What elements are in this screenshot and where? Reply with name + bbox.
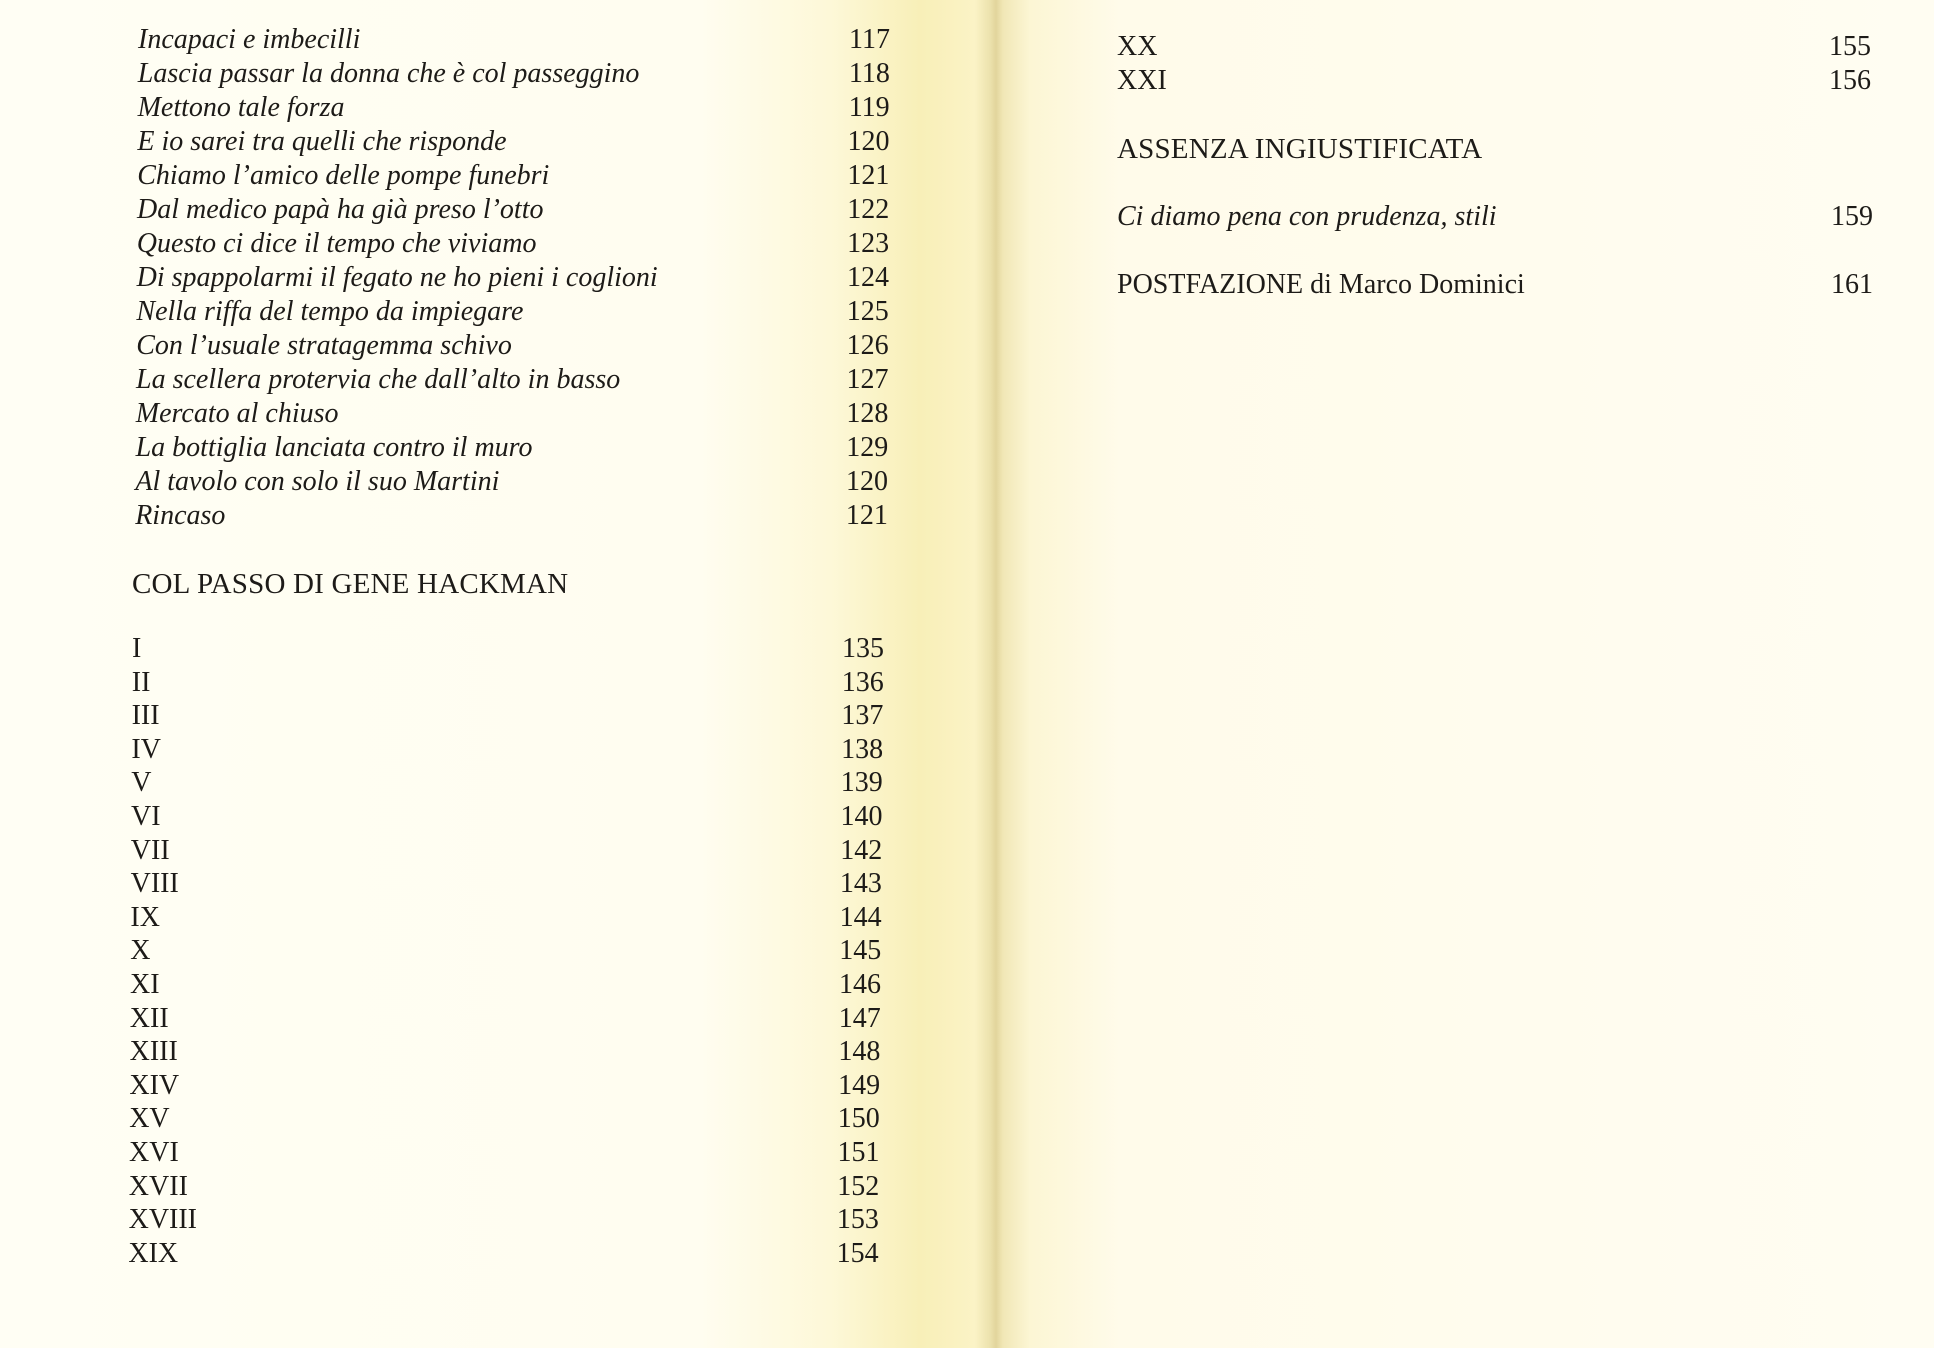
entry-page: 146 — [839, 969, 881, 1000]
entry-page: 154 — [836, 1237, 879, 1269]
toc-entry — [138, 23, 890, 57]
toc-entry — [131, 834, 882, 868]
entry-title: IV — [131, 733, 161, 765]
entry-page: 155 — [1829, 31, 1871, 62]
toc-entry — [136, 431, 889, 465]
toc-entry — [132, 699, 884, 733]
entry-page: 117 — [849, 24, 890, 55]
toc-entry — [132, 632, 884, 666]
entry-page: 124 — [846, 262, 889, 293]
entry-page: 153 — [836, 1204, 879, 1236]
entry-title: XXI — [1117, 65, 1167, 96]
entry-page: 120 — [847, 126, 890, 157]
entry-page: 159 — [1831, 201, 1873, 232]
toc-entry — [137, 193, 889, 227]
entry-title: Incapaci e imbecilli — [138, 24, 361, 55]
toc-entry — [130, 968, 881, 1002]
entry-page: 152 — [837, 1170, 880, 1202]
section-heading-assenza: ASSENZA INGIUSTIFICATA — [1117, 133, 1483, 165]
entry-page: 142 — [840, 834, 883, 866]
toc-entry — [130, 1035, 881, 1069]
entry-title: XVI — [129, 1137, 179, 1168]
entry-page: 161 — [1831, 269, 1873, 300]
toc-entry — [138, 91, 890, 125]
entry-title: XX — [1117, 31, 1158, 62]
toc-entry — [130, 934, 881, 968]
toc-entry — [131, 733, 883, 767]
entry-title: Chiamo l’amico delle pompe funebri — [137, 160, 550, 191]
toc-entry — [135, 465, 888, 499]
entry-page: 143 — [839, 868, 882, 900]
entry-title: VIII — [130, 868, 179, 900]
entry-page: 126 — [846, 330, 889, 361]
entry-page: 147 — [838, 1002, 881, 1034]
entry-title: Nella riffa del tempo da impiegare — [136, 296, 524, 327]
entry-title: X — [130, 935, 151, 967]
entry-page: 118 — [848, 58, 890, 89]
entry-page: 121 — [845, 500, 888, 531]
entry-title: Mettono tale forza — [137, 92, 345, 123]
entry-page: 119 — [848, 92, 890, 123]
entry-title: E io sarei tra quelli che risponde — [137, 126, 507, 157]
toc-entry — [128, 1237, 878, 1271]
section-heading-col-passo: COL PASSO DI GENE HACKMAN — [132, 568, 569, 600]
toc-entry-postface — [1117, 268, 1873, 302]
entry-page: 139 — [840, 767, 883, 799]
entry-page: 156 — [1829, 65, 1871, 96]
toc-entry — [1117, 64, 1871, 98]
entry-page: 128 — [846, 398, 889, 429]
entry-page: 151 — [837, 1137, 880, 1168]
toc-entry — [137, 261, 889, 295]
entry-title: XIX — [128, 1237, 179, 1269]
entry-title: Con l’usuale stratagemma schivo — [136, 330, 512, 361]
entry-title: XIV — [129, 1069, 180, 1101]
entry-title: III — [131, 700, 160, 732]
entry-page: 123 — [847, 228, 890, 259]
entry-page: 148 — [838, 1036, 881, 1068]
entry-title: XI — [130, 969, 160, 1000]
entry-page: 121 — [847, 160, 890, 191]
entry-title: Mercato al chiuso — [135, 398, 339, 429]
entry-page: 145 — [839, 935, 882, 967]
toc-entry — [138, 57, 890, 91]
toc-entry — [137, 227, 889, 261]
postface-author: di Marco Dominici — [1310, 269, 1525, 300]
toc-entry — [129, 1203, 879, 1237]
entry-page: 122 — [847, 194, 890, 225]
entry-page: 125 — [846, 296, 889, 327]
entry-title: Questo ci dice il tempo che viviamo — [136, 228, 537, 259]
entry-title: Rincaso — [135, 500, 226, 531]
entry-title: Al tavolo con solo il suo Martini — [135, 466, 500, 497]
entry-page: 137 — [841, 700, 884, 732]
toc-entry — [135, 499, 888, 533]
toc-entry — [131, 867, 882, 901]
toc-entry — [137, 125, 889, 159]
entry-title: V — [131, 767, 152, 799]
toc-entry — [136, 329, 888, 363]
entry-title: La bottiglia lanciata contro il muro — [135, 432, 533, 463]
toc-entry — [131, 766, 883, 800]
entry-title: XVIII — [128, 1204, 198, 1236]
entry-title: XII — [129, 1002, 169, 1034]
toc-entry — [130, 901, 881, 935]
toc-entry — [130, 1002, 881, 1036]
entry-page: 144 — [839, 901, 882, 933]
right-page — [1003, 0, 1934, 1348]
toc-entry — [137, 159, 889, 193]
entry-title: Ci diamo pena con prudenza, stili — [1117, 201, 1497, 232]
entry-title: XVII — [128, 1170, 188, 1202]
entry-page: 138 — [841, 733, 884, 765]
toc-entry — [1117, 200, 1873, 234]
entry-title: La scellera protervia che dall’alto in basso — [136, 364, 621, 395]
postface-title: POSTFAZIONE — [1117, 269, 1304, 300]
entry-title: VI — [131, 801, 161, 832]
toc-entry — [132, 666, 884, 700]
entry-page: 120 — [846, 466, 889, 497]
entry-title: Dal medico papà ha già preso l’otto — [137, 194, 544, 225]
toc-entry — [129, 1170, 879, 1204]
toc-entry — [1117, 30, 1871, 64]
entry-page: 135 — [842, 633, 884, 664]
toc-entry — [129, 1102, 880, 1136]
toc-entry — [129, 1136, 880, 1170]
entry-page: 150 — [837, 1103, 880, 1135]
entry-title: XIII — [129, 1036, 178, 1068]
entry-title: Di spappolarmi il fegato ne ho pieni i coglioni — [136, 262, 658, 293]
entry-page: 127 — [846, 364, 889, 395]
entry-title: VII — [130, 834, 170, 866]
toc-entry — [136, 295, 888, 329]
entry-title: II — [131, 666, 151, 698]
entry-page: 136 — [841, 666, 884, 698]
entry-title: XV — [129, 1103, 170, 1135]
toc-entry — [136, 363, 889, 397]
toc-entry — [131, 800, 883, 834]
entry-title: Lascia passar la donna che è col passeggino — [137, 58, 640, 89]
entry-page: 149 — [838, 1069, 881, 1101]
toc-entry — [129, 1069, 880, 1103]
entry-title: IX — [130, 901, 160, 933]
entry-title: I — [132, 633, 142, 664]
entry-page: 129 — [846, 432, 889, 463]
toc-entry — [136, 397, 889, 431]
entry-page: 140 — [840, 801, 883, 832]
